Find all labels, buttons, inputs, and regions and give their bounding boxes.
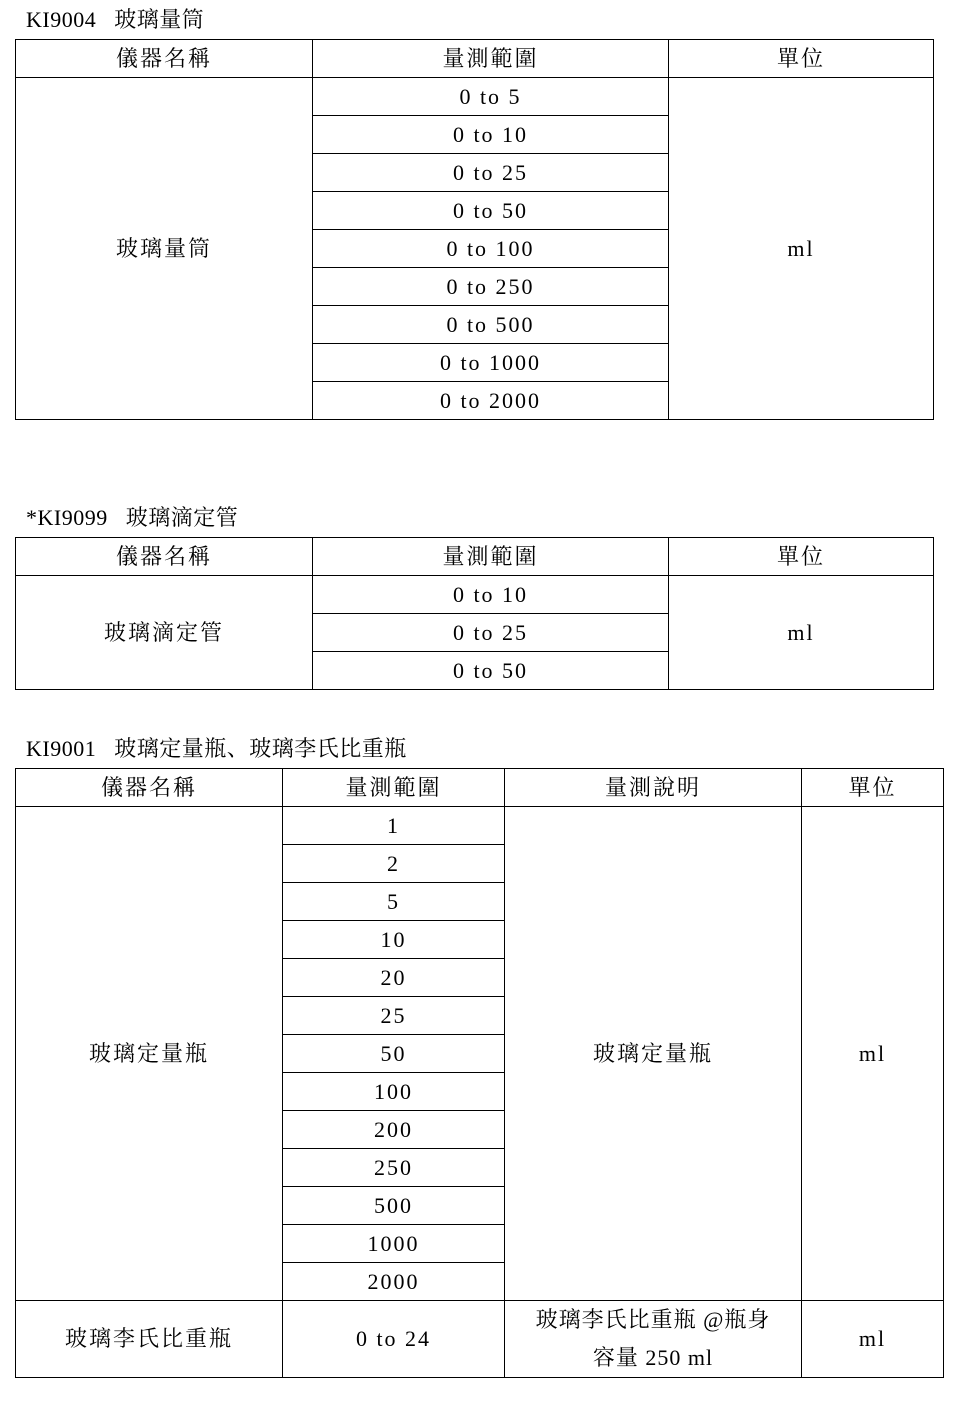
table-header-row bbox=[16, 769, 944, 807]
range-cell: 1000 bbox=[283, 1225, 505, 1263]
header-unit: 單位 bbox=[802, 769, 944, 807]
description-cell bbox=[505, 1301, 802, 1378]
range-cell: 0 to 500 bbox=[313, 306, 669, 344]
table-ki9001 bbox=[15, 768, 944, 1378]
table-header-row bbox=[16, 538, 934, 576]
table-header-row bbox=[16, 40, 934, 78]
range-cell: 0 to 25 bbox=[313, 614, 669, 652]
header-instrument-name: 儀器名稱 bbox=[16, 40, 313, 78]
range-cell: 0 to 100 bbox=[313, 230, 669, 268]
section-code: *KI9099 bbox=[26, 505, 108, 530]
instrument-cell: 玻璃定量瓶 bbox=[16, 807, 283, 1301]
header-unit: 單位 bbox=[669, 538, 934, 576]
range-cell: 2000 bbox=[283, 1263, 505, 1301]
table-row bbox=[16, 576, 934, 614]
range-cell: 1 bbox=[283, 807, 505, 845]
range-cell: 200 bbox=[283, 1111, 505, 1149]
range-cell: 500 bbox=[283, 1187, 505, 1225]
instrument-cell: 玻璃滴定管 bbox=[16, 576, 313, 690]
section-heading-ki9001 bbox=[26, 735, 407, 763]
instrument-cell: 玻璃量筒 bbox=[16, 78, 313, 420]
range-cell: 0 to 250 bbox=[313, 268, 669, 306]
table-ki9004 bbox=[15, 39, 934, 420]
range-cell: 0 to 50 bbox=[313, 192, 669, 230]
section-code: KI9001 bbox=[26, 736, 97, 761]
header-measure-range: 量測範圍 bbox=[313, 538, 669, 576]
unit-cell: ml bbox=[802, 1301, 944, 1378]
header-unit: 單位 bbox=[669, 40, 934, 78]
section-heading-ki9099 bbox=[26, 504, 238, 532]
range-cell: 100 bbox=[283, 1073, 505, 1111]
range-cell: 0 to 25 bbox=[313, 154, 669, 192]
range-cell: 0 to 1000 bbox=[313, 344, 669, 382]
description-cell: 玻璃定量瓶 bbox=[505, 807, 802, 1301]
range-cell: 250 bbox=[283, 1149, 505, 1187]
description-line: 容量 250 ml bbox=[592, 1345, 714, 1370]
range-cell: 5 bbox=[283, 883, 505, 921]
range-cell: 0 to 50 bbox=[313, 652, 669, 690]
range-cell: 0 to 10 bbox=[313, 116, 669, 154]
table-row bbox=[16, 1301, 944, 1378]
header-measure-range: 量測範圍 bbox=[313, 40, 669, 78]
unit-cell: ml bbox=[802, 807, 944, 1301]
range-cell: 20 bbox=[283, 959, 505, 997]
table-row bbox=[16, 78, 934, 116]
range-cell: 0 to 5 bbox=[313, 78, 669, 116]
range-cell: 0 to 10 bbox=[313, 576, 669, 614]
table-row bbox=[16, 807, 944, 845]
table-ki9099 bbox=[15, 537, 934, 690]
section-title: 玻璃定量瓶、玻璃李氏比重瓶 bbox=[114, 736, 407, 761]
section-title: 玻璃量筒 bbox=[114, 7, 205, 32]
range-cell: 0 to 24 bbox=[283, 1301, 505, 1378]
instrument-cell: 玻璃李氏比重瓶 bbox=[16, 1301, 283, 1378]
range-cell: 25 bbox=[283, 997, 505, 1035]
description-line: 玻璃李氏比重瓶 @瓶身 bbox=[535, 1307, 771, 1332]
range-cell: 2 bbox=[283, 845, 505, 883]
header-instrument-name: 儀器名稱 bbox=[16, 538, 313, 576]
range-cell: 50 bbox=[283, 1035, 505, 1073]
unit-cell: ml bbox=[669, 78, 934, 420]
header-measure-description: 量測說明 bbox=[505, 769, 802, 807]
section-heading-ki9004 bbox=[26, 6, 204, 34]
unit-cell: ml bbox=[669, 576, 934, 690]
header-measure-range: 量測範圍 bbox=[283, 769, 505, 807]
range-cell: 0 to 2000 bbox=[313, 382, 669, 420]
section-title: 玻璃滴定管 bbox=[125, 505, 239, 530]
range-cell: 10 bbox=[283, 921, 505, 959]
header-instrument-name: 儀器名稱 bbox=[16, 769, 283, 807]
section-code: KI9004 bbox=[26, 7, 97, 32]
